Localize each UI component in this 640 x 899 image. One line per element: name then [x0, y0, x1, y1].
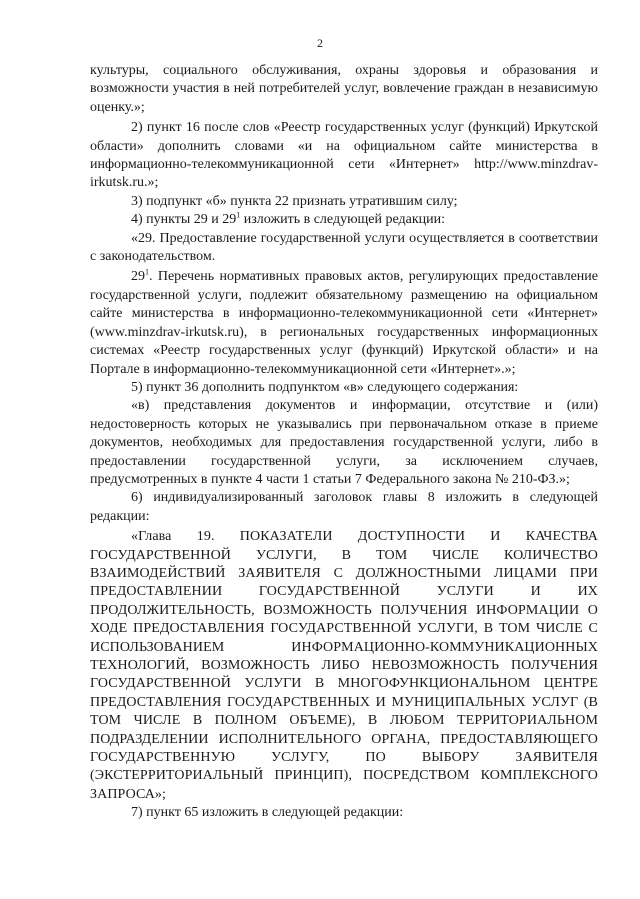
paragraph-item-6: 6) индивидуализированный заголовок главы 8 изложить в следующей редакции: [90, 490, 598, 524]
document-body [90, 62, 598, 823]
paragraph-item-3: 3) подпункт «б» пункта 22 признать утратившим силу; [131, 193, 458, 209]
paragraph-item-4-start: 4) пункты 29 и 29 [131, 212, 237, 228]
paragraph-item-2: 2) пункт 16 после слов «Реестр государственных услуг (функций) Иркутской области» дополнить словами «и на официальном сайте министерства в информационно-телекоммуникационной сети «Интернет» http://www.minzdrav-irkutsk.ru.»; [90, 120, 598, 191]
paragraph-item-4-end: изложить в следующей редакции: [240, 212, 446, 228]
chapter-19-heading: «Глава 19. ПОКАЗАТЕЛИ ДОСТУПНОСТИ И КАЧЕСТВА ГОСУДАРСТВЕННОЙ УСЛУГИ, В ТОМ ЧИСЛЕ КОЛИЧЕСТВО ВЗАИМОДЕЙСТВИЙ ЗАЯВИТЕЛЯ С ДОЛЖНОСТНЫМИ ЛИЦАМИ ПРИ ПРЕДОСТАВЛЕНИИ ГОСУДАРСТВЕННОЙ УСЛУГИ И ИХ ПРОДОЛЖИТЕЛЬНОСТЬ, ВОЗМОЖНОСТЬ ПОЛУЧЕНИЯ ИНФОРМАЦИИ О ХОДЕ ПРЕДОСТАВЛЕНИЯ ГОСУДАРСТВЕННОЙ УСЛУГИ, В ТОМ ЧИСЛЕ С ИСПОЛЬЗОВАНИЕМ ИНФОРМАЦИОННО-КОММУНИКАЦИОННЫХ ТЕХНОЛОГИЙ, ВОЗМОЖНОСТЬ ЛИБО НЕВОЗМОЖНОСТЬ ПОЛУЧЕНИЯ ГОСУДАРСТВЕННОЙ УСЛУГИ В МНОГОФУНКЦИОНАЛЬНОМ ЦЕНТРЕ ПРЕДОСТАВЛЕНИЯ ГОСУДАРСТВЕННЫХ И МУНИЦИПАЛЬНЫХ УСЛУГ (В ТОМ ЧИСЛЕ В ПОЛНОМ ОБЪЕМЕ), В ЛЮБОМ ТЕРРИТОРИАЛЬНОМ ПОДРАЗДЕЛЕНИИ ИСПОЛНИТЕЛЬНОГО ОРГАНА, ПРЕДОСТАВЛЯЮЩЕГО ГОСУДАРСТВЕННУЮ УСЛУГУ, ПО ВЫБОРУ ЗАЯВИТЕЛЯ (ЭКСТЕРРИТОРИАЛЬНЫЙ ПРИНЦИП), ПОСРЕДСТВОМ КОМПЛЕКСНОГО ЗАПРОСА»; [90, 529, 598, 802]
superscript-marker: 1 [236, 210, 241, 220]
paragraph-item-7: 7) пункт 65 изложить в следующей редакции: [131, 805, 404, 821]
paragraph-clause-29: «29. Предоставление государственной услуги осуществляется в соответствии с законодательством. [90, 230, 598, 265]
paragraph-continuation: культуры, социального обслуживания, охраны здоровья и образования и возможности участия в ней потребителей услуг, вовлечение граждан в независимую оценку.»; [90, 63, 598, 115]
paragraph-subclause-v: «в) представления документов и информации, отсутствие и (или) недостоверность которых не указывались при первоначальном отказе в приеме документов, необходимых для предоставления государственной услуги, либо в предоставлении государственной услуги, за исключением случаев, предусмотренных в пункте 4 части 1 статьи 7 Федерального закона № 210-ФЗ.»; [90, 398, 598, 487]
paragraph-clause-29-1 [90, 268, 598, 378]
clause-29-1-number: 29 [131, 269, 145, 285]
paragraph-item-5: 5) пункт 36 дополнить подпунктом «в» следующего содержания: [131, 379, 519, 395]
clause-29-1-text: . Перечень нормативных правовых актов, регулирующих предоставление государственной услуги, подлежит обязательному размещению на официальном сайте министерства в информационно-телекоммуникационной сети «Интернет» (www.minzdrav-irkutsk.ru), в региональных государственных информационных системах «Реестр государственных услуг (функций) Иркутской области» и на Портале в информационно-телекоммуникационной сети «Интернет».»; [90, 269, 598, 377]
paragraph-item-4 [90, 211, 598, 229]
superscript-marker: 1 [145, 267, 149, 277]
page-number: 2 [317, 36, 323, 50]
